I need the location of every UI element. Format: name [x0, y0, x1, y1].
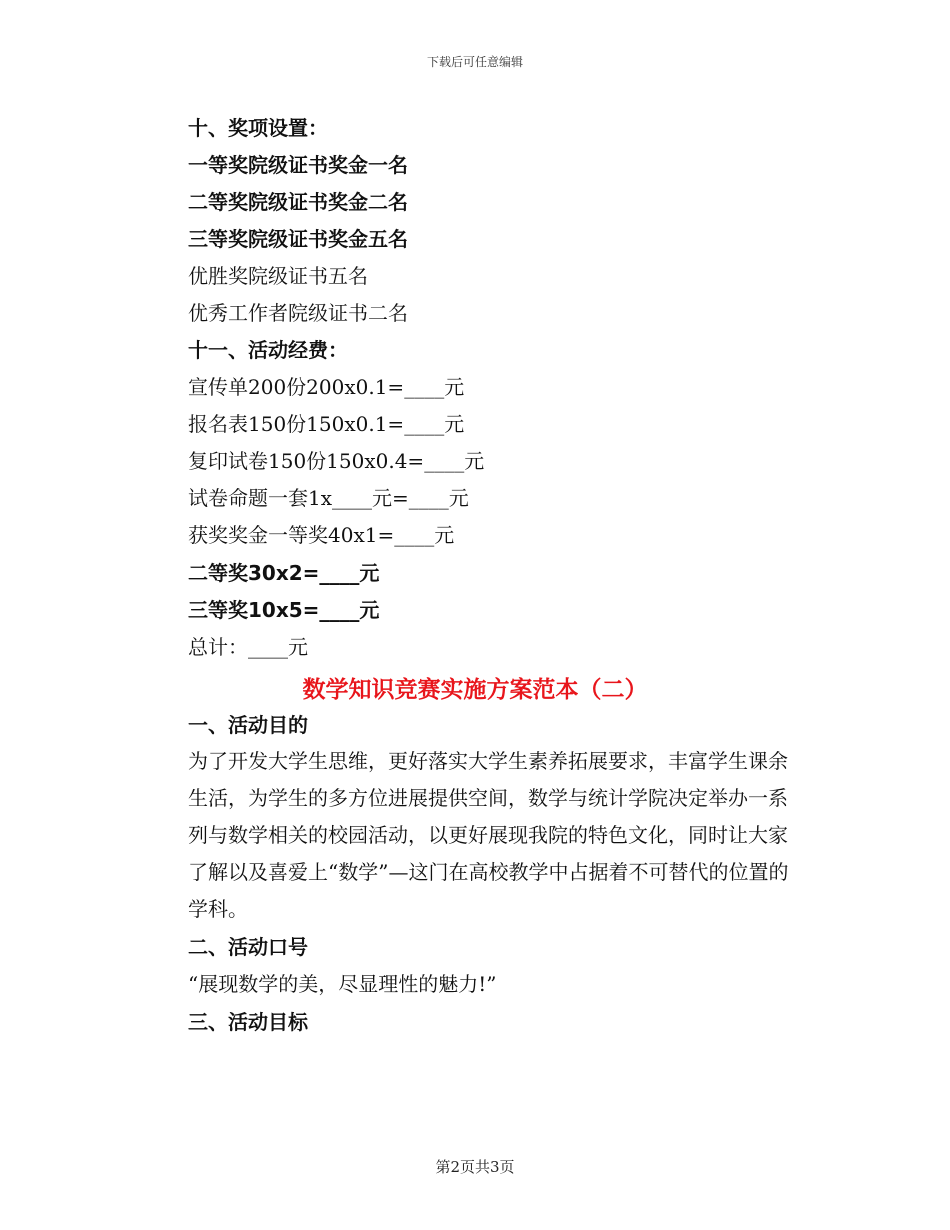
page-footer: 第2页共3页	[435, 1158, 515, 1176]
budget-line: 获奖奖金一等奖40x1=____元	[188, 523, 455, 547]
budget-line: 二等奖30x2=____元	[188, 561, 380, 585]
award-line: 优秀工作者院级证书二名	[188, 301, 408, 325]
budget-line: 宣传单200份200x0.1=____元	[188, 375, 465, 399]
budget-line: 复印试卷150份150x0.4=____元	[188, 449, 485, 473]
budget-total: 总计：____元	[188, 635, 308, 659]
budget-line: 报名表150份150x0.1=____元	[188, 412, 465, 436]
heading-awards: 十、奖项设置：	[188, 116, 328, 140]
award-line: 一等奖院级证书奖金一名	[188, 153, 408, 177]
heading-goals: 三、活动目标	[188, 1010, 308, 1034]
slogan-text: “展现数学的美，尽显理性的魅力!”	[188, 972, 497, 996]
budget-line: 三等奖10x5=____元	[188, 598, 380, 622]
budget-line: 试卷命题一套1x____元=____元	[188, 486, 469, 510]
heading-slogan: 二、活动口号	[188, 935, 308, 959]
purpose-text: 为了开发大学生思维，更好落实大学生素养拓展要求，丰富学生课余生活，为学生的多方位进展提供空间，数学与统计学院决定举办一系列与数学相关的校园活动，以更好展现我院的特色文化，同时让大家了解以及喜爱上“数学”—这门在高校教学中占据着不可替代的位置的学科。	[188, 749, 789, 921]
heading-budget: 十一、活动经费：	[188, 338, 348, 362]
purpose-paragraph	[188, 743, 793, 928]
award-line: 二等奖院级证书奖金二名	[188, 190, 408, 214]
page-header: 下载后可任意编辑	[426, 55, 523, 69]
award-line: 优胜奖院级证书五名	[188, 264, 368, 288]
section-title: 数学知识竞赛实施方案范本（二）	[302, 677, 648, 703]
award-line: 三等奖院级证书奖金五名	[188, 227, 408, 251]
heading-purpose: 一、活动目的	[188, 713, 308, 737]
